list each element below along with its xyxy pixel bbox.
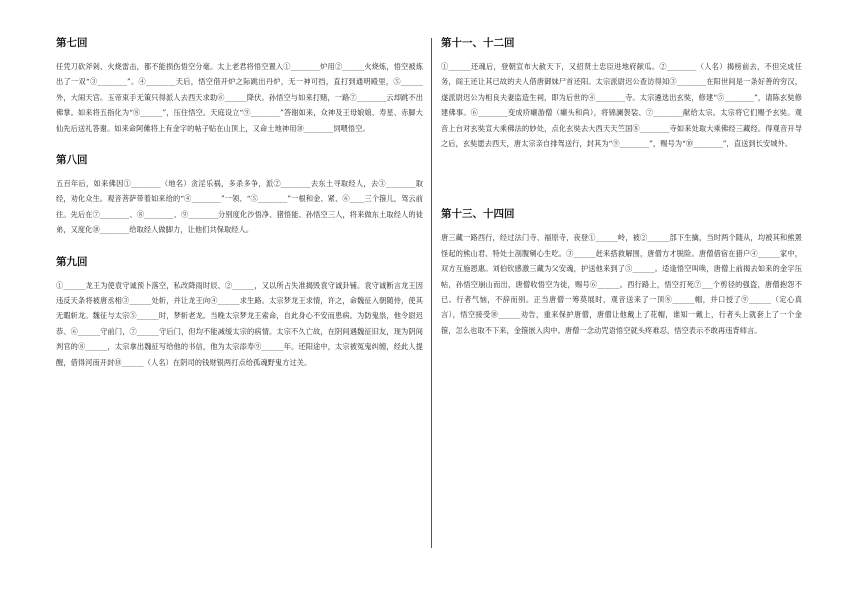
section-title-ch8: 第八回 — [56, 154, 88, 167]
section-text-ch9: ①______龙王为使袁守诚预卜落空，私改降雨时辰、②______，又以所占失准揭毁袁守诚卦铺。袁守诚断言龙王因违反天条将被唐丞相③______处斩，并让龙王向④______求生路。太宗梦龙王求情，许之，命魏征入朝随侍，使其无暇斩龙。魏征与太宗⑤______时，梦斩老龙。当晚太宗梦龙王索命，自此身心不安而患病。为防鬼祟，他令尉迟恭、⑥______守前门，⑦______守后门，但均不能减缓太宗的病情。太宗不久亡故，在阴间遇魏征旧友，现为阴间判官的⑧______，太宗拿出魏征写给他的书信，他为太宗添寿⑨______年。还阳途中，太宗被冤鬼纠缠，经此人提醒，借得河南开封⑩______（人名）在阴司的钱财银两打点给孤魂野鬼方过关。 — [56, 280, 423, 367]
section-text-ch13-14: 唐三藏一路西行，经过法门寺、福原寺，夜登①______岭，被②______部下生擒，当时两个随从，均被其和熊罴怪起的熊山君、特处士剖腹剜心生吃。③______赶来搭救解围，唐僧方才脱险。唐僧借宿在猎户④______家中，双方互施恩惠。刘伯钦感激三藏为父安魂，护送他来到了⑤______。适逢悟空叫唤，唐僧上前揭去如来的金字压帖，孙悟空崩山而出，唐僧收悟空为徒，赐号⑥______。西行路上，悟空打死⑦___个剪径的强盗，唐僧抱怨不已。行者气恼，不辞而别。正当唐僧一筹莫展时，观音送来了一顶⑧______帽，并口授了⑨______（定心真言），悟空接受⑩______劝告，重来保护唐僧，唐僧让他戴上了花帽，谁知一戴上，行者头上就套上了一个金箍，怎么也取不下来，金箍嵌入肉中。唐僧一念动咒语悟空就头疼难忍，悟空表示不敢再违背师言。 — [441, 233, 802, 335]
section-text-ch8: 五百年后，如来佛因①________（地名）贪淫乐祸，多杀多争，派②________去东土寻取经人，去③________取经，劝化众生。观音菩萨带着如来给的“④________”一领、“⑤________”一根和金、紧、⑥____三个箍儿，驾云前往。先后在⑦________、⑧________、⑨________分别度化沙悟净、猪悟能、孙悟空三人，将来做东土取经人的徒弟，又度化⑩________给取经人做脚力，让他们共保取经人。 — [56, 179, 423, 235]
left-column — [56, 36, 423, 370]
section-text-ch11-12: ①______还魂后，登朝宣布大赦天下，又招贤士忠臣进地府献瓜。②________（人名）揭榜前去，不但完成任务，阎王还让其已故的夫人借唐御妹尸首还阳。太宗派尉迟公查访得知③________在阳世间是一条好善的穷汉，遂派尉迟公为相良夫妻监造生祠，即为后世的④________寺。太宗遴选出玄奘，修建“⑤________”，请陈玄奘修建佛事。⑥________变成疥癞游僧（癞头和尚），将锦澜袈裟、⑦________献给太宗。太宗将它们赐予玄奘。观音上台对玄奘宣大乘佛法的妙处，点化玄奘去大西天天竺国⑧________寺如来处取大乘佛经三藏经。得观音开导之后，玄奘愿去西天，唐太宗亲自排驾送行，封其为“⑨________”，赐号为“⑩________”，直送到长安城外。 — [441, 62, 802, 149]
section-text-ch7: 任凭刀砍斧剁、火烧雷击，都不能损伤悟空分毫。太上老君将悟空置入①________炉用②______火烧炼，悟空被炼出了一双“③________”。④________天后，悟空借开炉之际跳出丹炉，无一神可挡，直打到通明殿里，⑤______外，大闹天宫。玉帝束手无策只得派人去西天求助⑥______降伏。孙悟空与如来打赌，一路⑦________云却跳不出佛掌。如来将五指化为“⑧______”，压住悟空。天庭设立“⑨________”答谢如来，众神及王母娘娘、寿星、赤脚大仙先后送礼答谢。如来命阿傩将上有金字的帖子贴在山顶上，又命土地神用⑩________饲喂悟空。 — [56, 62, 423, 133]
right-column — [441, 36, 802, 338]
section-title-ch7: 第七回 — [56, 37, 88, 49]
column-divider — [431, 38, 432, 548]
section-title-ch13-14: 第十三、十四回 — [441, 208, 515, 221]
section-title-ch9: 第九回 — [56, 255, 88, 268]
section-title-ch11-12: 第十一、十二回 — [441, 37, 515, 49]
